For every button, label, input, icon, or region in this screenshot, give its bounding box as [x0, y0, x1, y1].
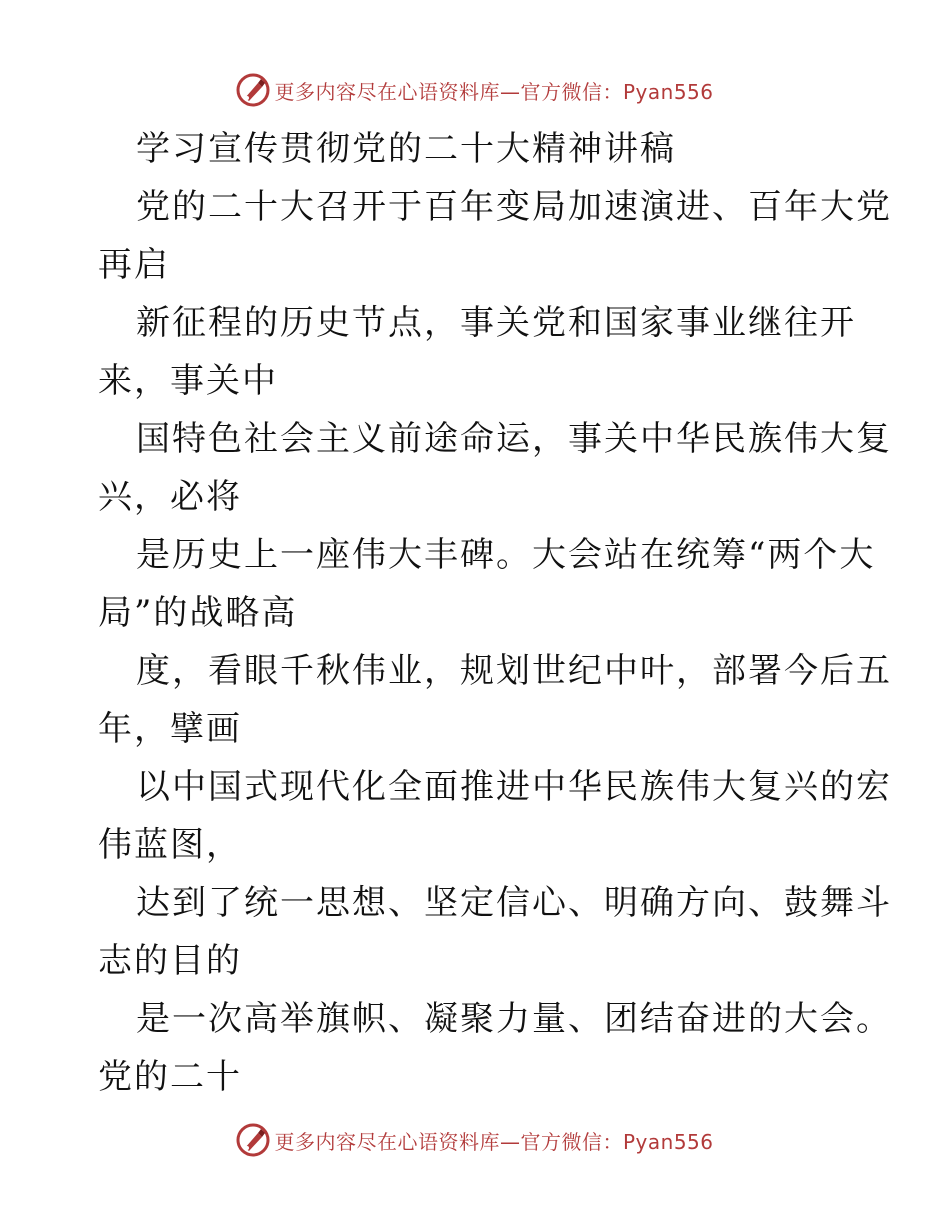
text-line: 年，擘画 [98, 709, 242, 749]
footer-banner-contact: Pyan556 [622, 1129, 714, 1154]
text-line: 以中国式现代化全面推进中华民族伟大复兴的宏 [136, 767, 892, 807]
text-line: 党的二十 [98, 1057, 242, 1097]
text-line: 再启 [98, 245, 170, 285]
text-line: 度，看眼千秋伟业，规划世纪中叶，部署今后五 [136, 651, 892, 691]
text-line: 达到了统一思想、坚定信心、明确方向、鼓舞斗 [136, 883, 892, 923]
footer-banner-label: 更多内容尽在心语资料库—官方微信： [274, 1129, 623, 1154]
pen-logo-icon [236, 1123, 270, 1157]
header-banner-text [274, 76, 713, 105]
text-line: 局”的战略高 [98, 593, 298, 633]
text-line: 志的目的 [98, 941, 242, 981]
document-body [98, 120, 892, 1106]
text-line: 新征程的历史节点，事关党和国家事业继往开 [136, 303, 856, 343]
header-banner [0, 70, 950, 110]
text-line: 党的二十大召开于百年变局加速演进、百年大党 [136, 187, 892, 227]
header-banner-contact: Pyan556 [622, 79, 714, 104]
text-line: 是一次高举旗帜、凝聚力量、团结奋进的大会。 [136, 999, 892, 1039]
footer-banner-text [274, 1126, 713, 1155]
document-title: 学习宣传贯彻党的二十大精神讲稿 [136, 129, 676, 169]
text-line: 是历史上一座伟大丰碑。大会站在统筹“两个大 [136, 535, 876, 575]
footer-banner [0, 1120, 950, 1160]
text-line: 国特色社会主义前途命运，事关中华民族伟大复 [136, 419, 892, 459]
pen-logo-icon [236, 73, 270, 107]
text-line: 来，事关中 [98, 361, 278, 401]
text-line: 伟蓝图， [98, 825, 242, 865]
header-banner-label: 更多内容尽在心语资料库—官方微信： [274, 79, 623, 104]
text-line: 兴，必将 [98, 477, 242, 517]
